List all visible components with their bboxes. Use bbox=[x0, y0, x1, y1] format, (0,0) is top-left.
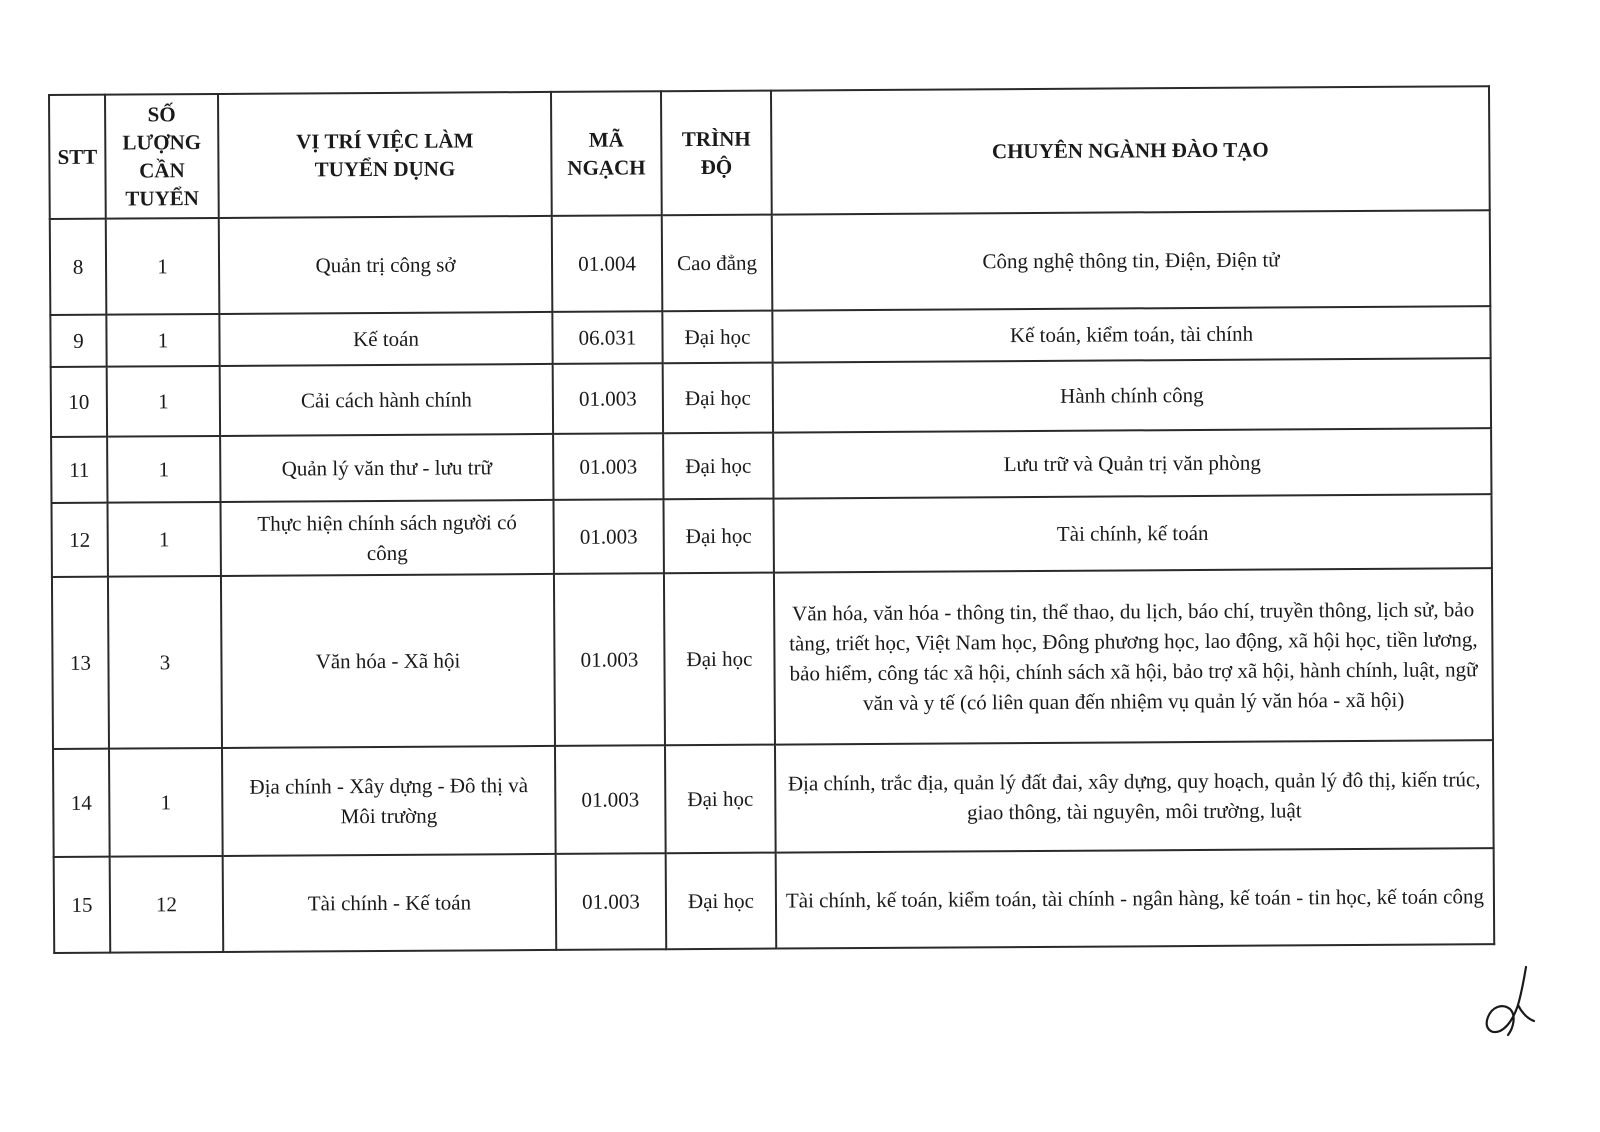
cell-ma-ngach: 01.004 bbox=[552, 215, 663, 312]
header-ma-ngach: MÃ NGẠCH bbox=[551, 91, 662, 216]
table-row bbox=[50, 306, 1490, 367]
table-row bbox=[52, 568, 1493, 749]
header-trinh-do: TRÌNH ĐỘ bbox=[661, 91, 772, 216]
cell-vi-tri: Tài chính - Kế toán bbox=[223, 854, 557, 952]
cell-vi-tri: Văn hóa - Xã hội bbox=[221, 574, 555, 748]
cell-vi-tri: Kế toán bbox=[219, 312, 552, 366]
table-row bbox=[53, 740, 1494, 857]
cell-so-luong: 1 bbox=[106, 218, 220, 315]
table-row bbox=[50, 210, 1491, 315]
cell-chuyen-nganh: Hành chính công bbox=[773, 358, 1491, 432]
cell-stt: 14 bbox=[53, 749, 110, 857]
cell-vi-tri: Quản lý văn thư - lưu trữ bbox=[220, 434, 553, 502]
cell-stt: 11 bbox=[51, 437, 107, 503]
table-row bbox=[51, 494, 1491, 577]
cell-stt: 12 bbox=[51, 503, 107, 577]
cell-trinh-do: Đại học bbox=[663, 433, 773, 500]
cell-so-luong: 3 bbox=[108, 576, 222, 749]
cell-stt: 10 bbox=[51, 367, 107, 437]
cell-trinh-do: Đại học bbox=[662, 311, 772, 364]
cell-so-luong: 1 bbox=[107, 436, 220, 503]
cell-chuyen-nganh: Văn hóa, văn hóa - thông tin, thể thao, du lịch, báo chí, truyền thông, lịch sử, bảo tàng, triết học, Việt Nam học, Đông phương học, lao động, xã hội học, tiền lương, bảo hiểm, công tác xã hội, chính sách xã hội, bảo trợ xã hội, hành chính, luật, ngữ văn và y tế (có liên quan đến nhiệm vụ quản lý văn hóa - xã hội) bbox=[774, 568, 1493, 744]
cell-chuyen-nganh: Tài chính, kế toán, kiểm toán, tài chính - ngân hàng, kế toán - tin học, kế toán công bbox=[776, 848, 1495, 948]
cell-so-luong: 12 bbox=[110, 856, 224, 953]
cell-so-luong: 1 bbox=[107, 502, 220, 577]
cell-trinh-do: Đại học bbox=[665, 745, 776, 854]
table-row bbox=[51, 358, 1491, 437]
cell-stt: 15 bbox=[54, 857, 111, 953]
header-so-luong: SỐ LƯỢNG CẦN TUYỂN bbox=[105, 94, 219, 219]
cell-ma-ngach: 06.031 bbox=[552, 311, 662, 364]
cell-trinh-do: Đại học bbox=[666, 853, 777, 950]
header-stt: STT bbox=[49, 95, 106, 219]
cell-ma-ngach: 01.003 bbox=[553, 499, 663, 574]
header-row bbox=[49, 86, 1490, 219]
cell-stt: 8 bbox=[50, 219, 107, 315]
cell-ma-ngach: 01.003 bbox=[556, 853, 667, 950]
cell-ma-ngach: 01.003 bbox=[554, 573, 665, 746]
cell-chuyen-nganh: Địa chính, trắc địa, quản lý đất đai, xây dựng, quy hoạch, quản lý đô thị, kiến trúc, giao thông, tài nguyên, môi trường, luật bbox=[775, 740, 1494, 852]
cell-so-luong: 1 bbox=[106, 314, 219, 367]
recruitment-table bbox=[48, 85, 1495, 954]
cell-chuyen-nganh: Kế toán, kiểm toán, tài chính bbox=[772, 306, 1490, 362]
table-row bbox=[54, 848, 1495, 953]
cell-so-luong: 1 bbox=[109, 748, 223, 857]
cell-trinh-do: Cao đẳng bbox=[662, 215, 773, 312]
header-vi-tri: VỊ TRÍ VIỆC LÀM TUYỂN DỤNG bbox=[218, 92, 552, 218]
cell-trinh-do: Đại học bbox=[664, 573, 775, 746]
cell-trinh-do: Đại học bbox=[663, 363, 773, 434]
cell-vi-tri: Thực hiện chính sách người có công bbox=[220, 500, 553, 576]
cell-ma-ngach: 01.003 bbox=[553, 433, 663, 500]
cell-stt: 13 bbox=[52, 577, 109, 749]
cell-so-luong: 1 bbox=[107, 366, 220, 437]
cell-chuyen-nganh: Công nghệ thông tin, Điện, Điện tử bbox=[772, 210, 1491, 310]
cell-stt: 9 bbox=[50, 315, 106, 367]
cell-ma-ngach: 01.003 bbox=[555, 745, 666, 854]
cell-vi-tri: Quản trị công sở bbox=[219, 216, 553, 314]
cell-trinh-do: Đại học bbox=[663, 499, 773, 574]
cell-chuyen-nganh: Lưu trữ và Quản trị văn phòng bbox=[773, 428, 1491, 498]
table-row bbox=[51, 428, 1491, 503]
header-chuyen-nganh: CHUYÊN NGÀNH ĐÀO TẠO bbox=[771, 86, 1490, 214]
handwritten-initial-icon bbox=[1478, 965, 1538, 1045]
cell-vi-tri: Địa chính - Xây dựng - Đô thị và Môi trường bbox=[222, 746, 556, 856]
cell-vi-tri: Cải cách hành chính bbox=[220, 364, 553, 436]
cell-ma-ngach: 01.003 bbox=[553, 363, 663, 434]
cell-chuyen-nganh: Tài chính, kế toán bbox=[773, 494, 1491, 572]
